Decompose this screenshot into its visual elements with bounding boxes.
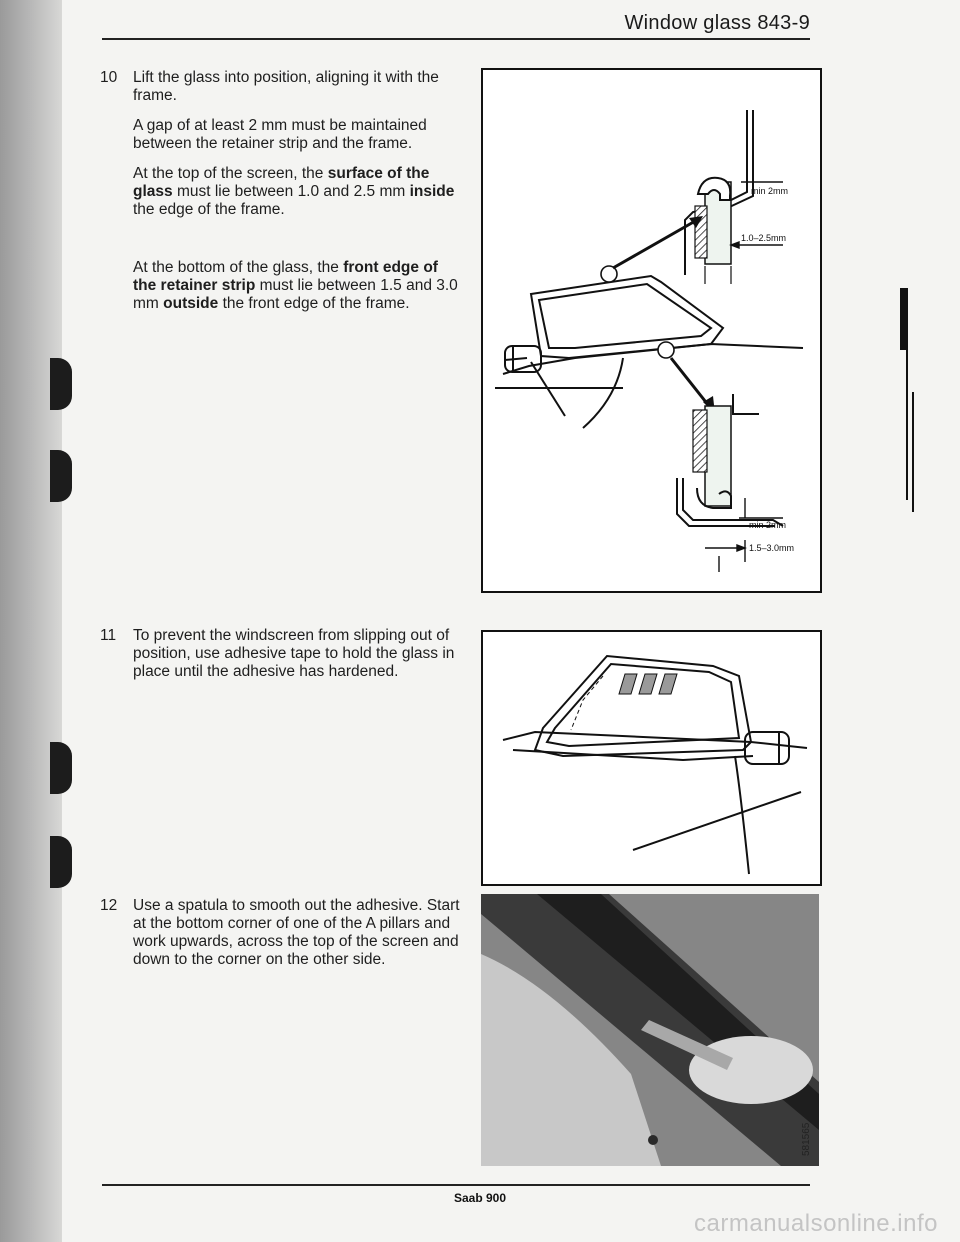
footer-rule xyxy=(102,1184,810,1186)
bottom-dimensions xyxy=(705,498,783,572)
label-top-gap: min 2mm xyxy=(751,186,789,196)
page-title: Window glass 843-9 xyxy=(624,12,810,34)
step-paragraph xyxy=(133,117,460,153)
step-number: 10 xyxy=(100,69,118,86)
body-text: Use a spatula to smooth out the adhesive. Start at the bottom corner of one of the A pillars and work upwards, across the top of the screen and down to the corner on the other side. xyxy=(133,897,460,968)
emphasis-text: outside xyxy=(163,295,219,312)
step-paragraph xyxy=(133,165,460,219)
punch-hole xyxy=(50,836,72,888)
step-paragraph xyxy=(133,627,460,681)
windscreen-outline xyxy=(495,276,803,428)
body-text: A gap of at least 2 mm must be maintained between the retainer strip and the frame. xyxy=(133,117,427,152)
windscreen-outline xyxy=(503,656,807,874)
spatula-photo xyxy=(481,894,819,1166)
adhesive-tape-diagram xyxy=(481,630,822,886)
step-body xyxy=(133,897,460,969)
binding-strip xyxy=(0,0,62,1242)
body-text: must lie between 1.5 and 3.0 mm xyxy=(133,277,458,312)
punch-hole xyxy=(50,450,72,502)
windscreen-section-diagram xyxy=(481,68,822,593)
step-12 xyxy=(100,897,460,981)
watermark: carmanualsonline.info xyxy=(694,1210,938,1237)
edge-line xyxy=(912,392,914,512)
top-frame-section xyxy=(685,110,753,284)
body-text: the front edge of the frame. xyxy=(218,295,410,312)
punch-hole xyxy=(50,358,72,410)
label-top-range: 1.0–2.5mm xyxy=(741,233,787,243)
screw-hole xyxy=(648,1135,658,1145)
step-number: 11 xyxy=(100,627,117,644)
detail-marker-bottom xyxy=(658,342,674,358)
emphasis-text: front edge of the retainer strip xyxy=(133,259,438,294)
emphasis-text: inside xyxy=(409,183,455,200)
edge-line xyxy=(906,340,908,500)
body-text: Lift the glass into position, aligning it with the frame. xyxy=(133,69,439,104)
step-number: 12 xyxy=(100,897,118,914)
body-text: To prevent the windscreen from slipping out of position, use adhesive tape to hold the glass in place until the adhesive has hardened. xyxy=(133,627,455,680)
spatula-photo-svg xyxy=(481,894,819,1166)
tape-diagram-svg xyxy=(483,632,820,884)
body-text: At the top of the screen, the xyxy=(133,165,328,182)
header-rule xyxy=(102,38,810,40)
step-11 xyxy=(100,627,460,693)
body-text: the edge of the frame. xyxy=(133,201,285,218)
emphasis-text: surface of the glass xyxy=(133,165,430,200)
callout-arrow-bottom xyxy=(671,358,709,406)
label-bottom-gap: min 2mm xyxy=(749,520,787,530)
section-diagram-svg xyxy=(483,70,820,591)
punch-hole xyxy=(50,742,72,794)
step-body xyxy=(133,627,460,681)
step-10 xyxy=(100,69,460,325)
step-paragraph xyxy=(133,69,460,105)
step-paragraph xyxy=(133,897,460,969)
label-bottom-range: 1.5–3.0mm xyxy=(749,543,795,553)
photo-code: 581565 xyxy=(801,1122,812,1156)
body-text: must lie between 1.0 and 2.5 mm xyxy=(172,183,410,200)
bottom-frame-section xyxy=(677,394,783,526)
step-body xyxy=(133,69,460,313)
hand xyxy=(689,1036,813,1104)
tape-strips xyxy=(619,674,677,694)
footer-title: Saab 900 xyxy=(453,1191,507,1205)
body-text: At the bottom of the glass, the xyxy=(133,259,344,276)
step-paragraph xyxy=(133,259,460,313)
